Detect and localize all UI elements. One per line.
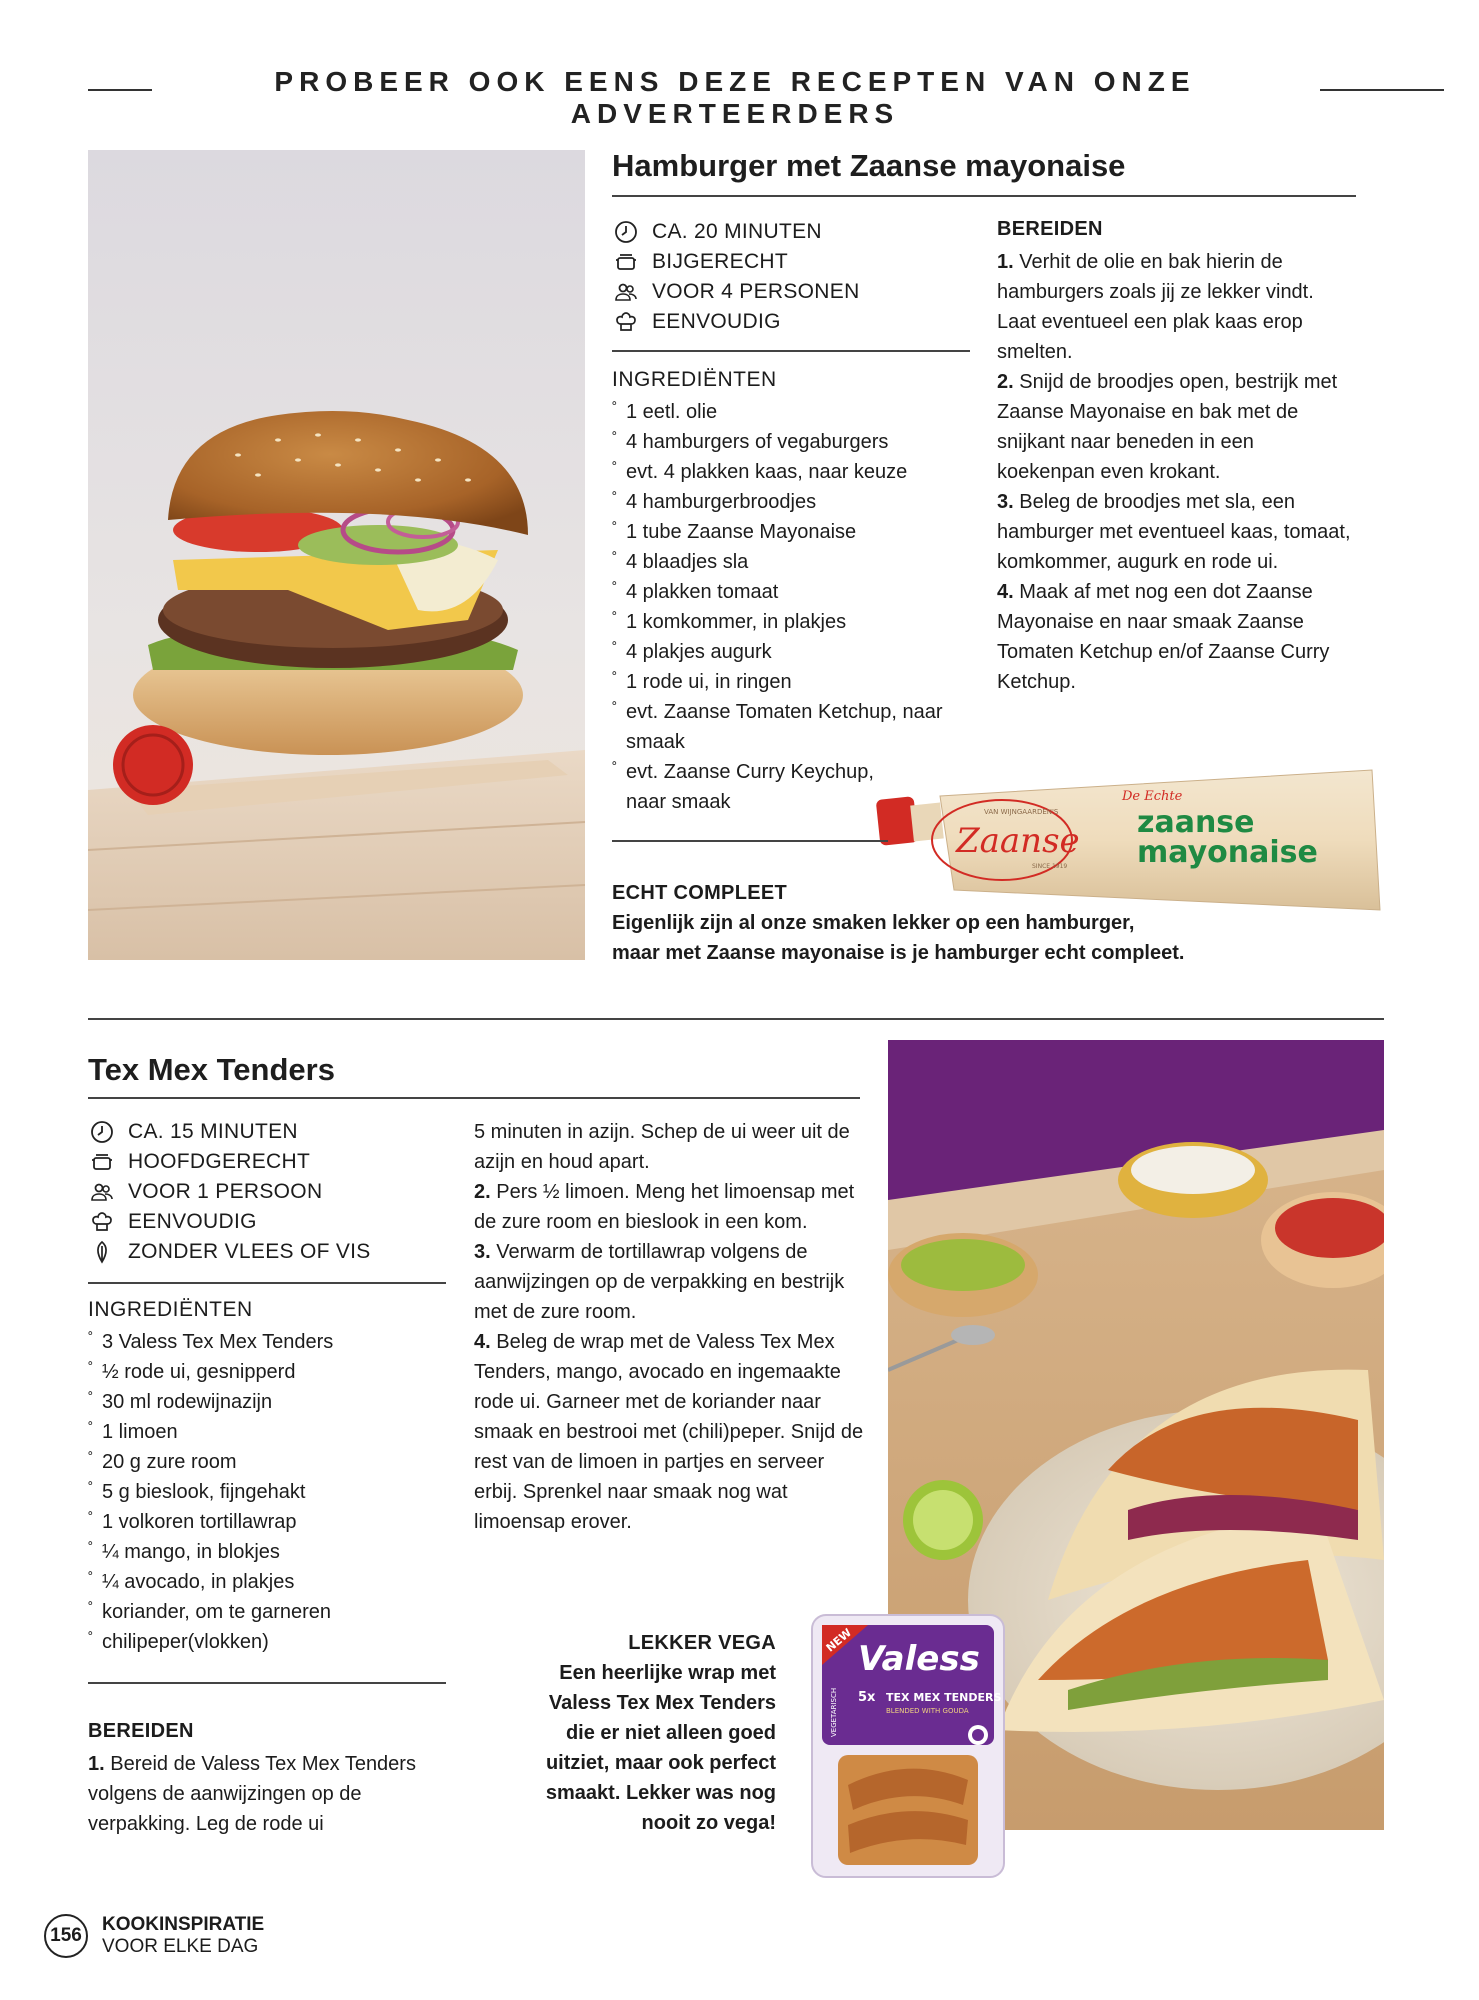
meta-servings-label: VOOR 1 PERSOON [128, 1180, 323, 1203]
meta-difficulty [90, 1207, 371, 1237]
meta-difficulty [614, 307, 860, 337]
list-item: ˚ 3 Valess Tex Mex Tenders [88, 1327, 448, 1357]
tube-script: De Echte [1122, 789, 1183, 804]
recipe2-ingredients-heading: INGREDIËNTEN [88, 1298, 253, 1321]
step-text: Bereid de Valess Tex Mex Tenders volgens de aanwijzingen op de verpakking. Leg de rode ui [88, 1753, 416, 1835]
list-item: ˚ 5 g bieslook, fijngehakt [88, 1477, 448, 1507]
list-item: ˚ 1 tube Zaanse Mayonaise [612, 517, 972, 547]
clock-icon [90, 1120, 114, 1144]
tube-line1: zaanse [1137, 805, 1255, 840]
pack-brand: Valess [858, 1639, 980, 1679]
pack-new-badge: NEW [823, 1626, 855, 1655]
tube-since: SINCE 1919 [1032, 863, 1068, 870]
recipe1-meta [614, 217, 860, 337]
step-number: 3. [997, 491, 1014, 513]
page-number: 156 [44, 1914, 88, 1958]
recipe1-meta-rule [612, 350, 970, 352]
meta-servings-label: VOOR 4 PERSONEN [652, 280, 860, 303]
footer-label [102, 1914, 264, 1958]
step-text: Maak af met nog een dot Zaanse Mayonaise en naar smaak Zaanse Tomaten Ketchup en/of Zaanse Curry Ketchup. [997, 581, 1330, 693]
header-rule-right [1320, 89, 1444, 91]
recipe2-meta [90, 1117, 371, 1267]
page-header: PROBEER OOK EENS DEZE RECEPTEN VAN ONZE ADVERTEERDERS [274, 66, 1196, 129]
step-number: 4. [474, 1331, 491, 1353]
recipe2-meta-rule [88, 1282, 446, 1284]
step [997, 247, 1357, 367]
pot-icon [614, 250, 638, 274]
step-text: Verhit de olie en bak hierin de hamburgers zoals jij ze lekker vindt. Laat eventueel een plak kaas erop smelten. [997, 251, 1314, 363]
list-item: ˚ 1 limoen [88, 1417, 448, 1447]
list-item: ˚ 4 blaadjes sla [612, 547, 972, 577]
list-item: ˚ 1 eetl. olie [612, 397, 972, 427]
step-number: 1. [997, 251, 1014, 273]
callout-line: die er niet alleen goed [565, 1722, 776, 1744]
recipe1-steps [997, 247, 1357, 697]
step-text: Snijd de broodjes open, bestrijk met Zaanse Mayonaise en bak met de snijkant naar beneden in een koekenpan even krokant. [997, 371, 1338, 483]
callout-line: uitziet, maar ook perfect [545, 1752, 776, 1774]
list-item: ˚ ¼ mango, in blokjes [88, 1537, 448, 1567]
recipe1-ingredients-heading: INGREDIËNTEN [612, 368, 777, 391]
recipe1-ingredients-list [612, 397, 972, 817]
list-item: ˚ 4 hamburgers of vegaburgers [612, 427, 972, 457]
recipe2-steps [474, 1117, 864, 1537]
step-text: Beleg de wrap met de Valess Tex Mex Tenders, mango, avocado en ingemaakte rode ui. Garneer met de koriander naar smaak en bestrooi met (chili)peper. Snijd de rest van de limoen in partjes en serveer erbij. Sprenkel naar smaak nog wat limoensap erover. [474, 1331, 864, 1533]
meta-difficulty-label: EENVOUDIG [652, 310, 781, 333]
list-item: ˚ evt. 4 plakken kaas, naar keuze [612, 457, 972, 487]
step [997, 577, 1357, 697]
recipe1-title: Hamburger met Zaanse mayonaise [612, 148, 1126, 183]
clock-icon [614, 220, 638, 244]
step-number: 1. [88, 1753, 105, 1775]
section-divider [88, 1018, 1384, 1020]
meta-course-label: BIJGERECHT [652, 250, 789, 273]
meta-course [614, 247, 860, 277]
chef-hat-icon [90, 1210, 114, 1234]
meta-course-label: HOOFDGERECHT [128, 1150, 311, 1173]
tube-top-line: VAN WIJNGAARDEN'S [984, 808, 1059, 816]
meta-diet [90, 1237, 371, 1267]
step [474, 1177, 864, 1237]
recipe2-prepare-heading: BEREIDEN [88, 1720, 194, 1742]
burger-photo [88, 150, 585, 960]
pack-product: TEX MEX TENDERS [886, 1691, 1002, 1704]
callout-line: Valess Tex Mex Tenders [548, 1692, 776, 1714]
list-item: ˚ evt. Zaanse Tomaten Ketchup, naar smaak [612, 697, 952, 757]
pot-icon [90, 1150, 114, 1174]
valess-package [808, 1605, 1008, 1885]
list-item: ˚ chilipeper(vlokken) [88, 1627, 448, 1657]
meta-time-label: CA. 20 MINUTEN [652, 220, 822, 243]
tube-brand: Zaanse [956, 821, 1080, 861]
callout-line: maar met Zaanse mayonaise is je hamburger echt compleet. [612, 942, 1185, 964]
header-rule-left [88, 89, 152, 91]
tube-line2: mayonaise [1137, 835, 1318, 870]
step [474, 1237, 864, 1327]
meta-servings [614, 277, 860, 307]
step-text: Verwarm de tortillawrap volgens de aanwijzingen op de verpakking en bestrijk met de zure room. [474, 1241, 845, 1323]
list-item: ˚ evt. Zaanse Curry Keychup, naar smaak [612, 757, 912, 817]
step-number: 2. [997, 371, 1014, 393]
chef-hat-icon [614, 310, 638, 334]
step-continued: 5 minuten in azijn. Schep de ui weer uit de azijn en houd apart. [474, 1121, 850, 1173]
meta-time-label: CA. 15 MINUTEN [128, 1120, 298, 1143]
list-item: ˚ 4 hamburgerbroodjes [612, 487, 972, 517]
step-number: 2. [474, 1181, 491, 1203]
step-number: 3. [474, 1241, 491, 1263]
recipe2-title-rule [88, 1097, 860, 1099]
meta-course [90, 1147, 371, 1177]
recipe1-callout [612, 878, 1184, 968]
list-item: ˚ ½ rode ui, gesnipperd [88, 1357, 448, 1387]
recipe2-ingredients-list [88, 1327, 448, 1657]
list-item: ˚ ¼ avocado, in plakjes [88, 1567, 448, 1597]
step-number: 4. [997, 581, 1014, 603]
callout-line: smaakt. Lekker was nog [545, 1782, 776, 1804]
list-item: ˚ 1 komkommer, in plakjes [612, 607, 972, 637]
step [474, 1327, 864, 1537]
recipe2-title: Tex Mex Tenders [88, 1052, 335, 1087]
list-item: ˚ 1 rode ui, in ringen [612, 667, 972, 697]
callout-heading: ECHT COMPLEET [612, 882, 788, 904]
callout-line: Een heerlijke wrap met [559, 1662, 776, 1684]
callout-heading: LEKKER VEGA [628, 1632, 776, 1654]
recipe2-ingredients-rule [88, 1682, 446, 1684]
callout-line: nooit zo vega! [641, 1812, 776, 1834]
recipe1-title-rule [612, 195, 1356, 197]
step-text: Beleg de broodjes met sla, een hamburger met eventueel kaas, tomaat, komkommer, augurk en rode ui. [997, 491, 1351, 573]
step [997, 367, 1357, 487]
list-item: ˚ koriander, om te garneren [88, 1597, 448, 1627]
meta-diet-label: ZONDER VLEES OF VIS [128, 1240, 371, 1263]
pack-count: 5x [858, 1690, 876, 1705]
list-item: ˚ 20 g zure room [88, 1447, 448, 1477]
recipe2-callout [474, 1628, 776, 1838]
meta-time [614, 217, 860, 247]
meta-difficulty-label: EENVOUDIG [128, 1210, 257, 1233]
list-item: ˚ 4 plakken tomaat [612, 577, 972, 607]
footer-line2: VOOR ELKE DAG [102, 1936, 259, 1957]
step [997, 487, 1357, 577]
meta-servings [90, 1177, 371, 1207]
recipe2-step1 [88, 1749, 448, 1839]
people-icon [90, 1180, 114, 1204]
list-item: ˚ 4 plakjes augurk [612, 637, 972, 667]
recipe1-prepare-heading: BEREIDEN [997, 218, 1103, 240]
list-item: ˚ 1 volkoren tortillawrap [88, 1507, 448, 1537]
pack-veg: VEGETARISCH [830, 1687, 838, 1737]
footer-line1: KOOKINSPIRATIE [102, 1914, 265, 1935]
step-text: Pers ½ limoen. Meng het limoensap met de zure room en bieslook in een kom. [474, 1181, 855, 1233]
people-icon [614, 280, 638, 304]
callout-line: Eigenlijk zijn al onze smaken lekker op een hamburger, [612, 912, 1135, 934]
leaf-icon [90, 1240, 114, 1264]
pack-sub: BLENDED WITH GOUDA [886, 1707, 969, 1715]
meta-time [90, 1117, 371, 1147]
list-item: ˚ 30 ml rodewijnazijn [88, 1387, 448, 1417]
recipe1-callout-rule [612, 840, 888, 842]
